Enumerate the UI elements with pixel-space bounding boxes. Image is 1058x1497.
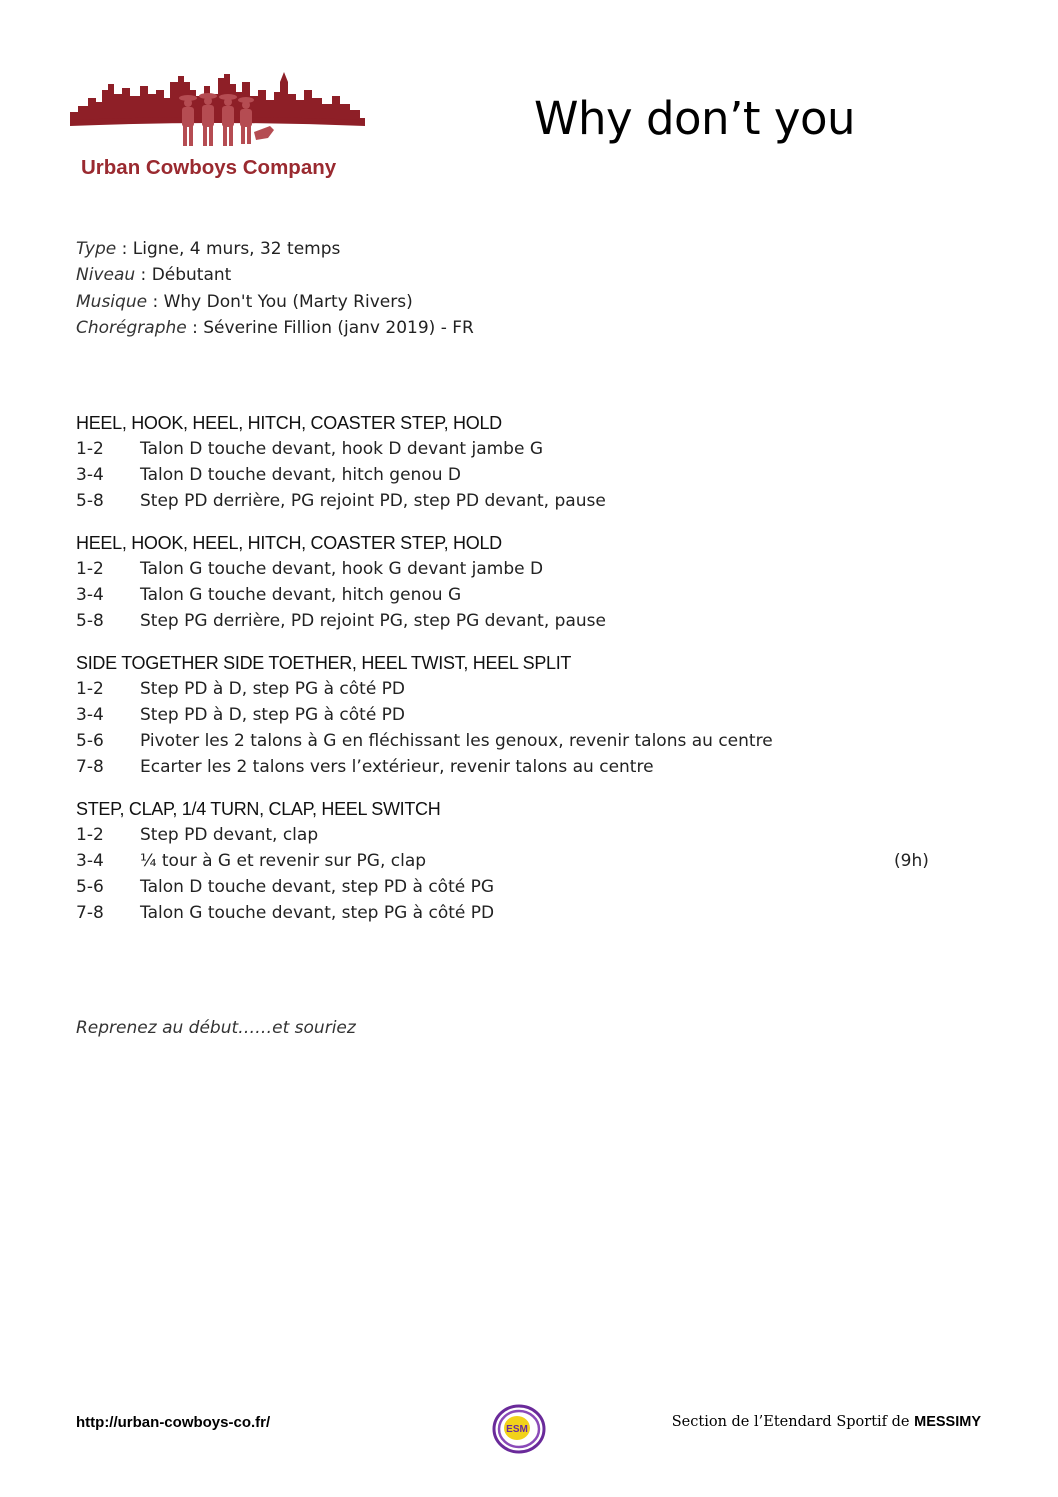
page-title: Why don’t you: [534, 92, 856, 145]
step-row: 1-2 Talon G touche devant, hook G devant jambe D: [76, 559, 544, 579]
section-2: [76, 530, 976, 634]
step-row: 5-8 Step PD derrière, PG rejoint PD, step PD devant, pause: [76, 491, 606, 511]
website-link[interactable]: http://urban-cowboys-co.fr/: [76, 1414, 271, 1431]
info-music: Musique : Why Don't You (Marty Rivers): [76, 291, 413, 312]
step-row: 3-4 Talon G touche devant, hitch genou G: [76, 585, 462, 605]
step-row: 3-4 Step PD à D, step PG à côté PD: [76, 705, 406, 725]
wall-direction: (9h): [894, 851, 929, 871]
dance-info: [76, 236, 474, 341]
step-row: 1-2 Step PD à D, step PG à côté PD: [76, 679, 406, 699]
step-row: 5-8 Step PG derrière, PD rejoint PG, step PG devant, pause: [76, 611, 606, 631]
step-row: 5-6 Pivoter les 2 talons à G en fléchissant les genoux, revenir talons au centre: [76, 731, 773, 751]
step-row: 3-4 ¼ tour à G et revenir sur PG, clap (9h): [76, 848, 976, 874]
section-3: [76, 650, 976, 780]
step-row: 1-2 Step PD devant, clap: [76, 825, 319, 845]
step-row: 7-8 Talon G touche devant, step PG à côté PD: [76, 903, 495, 923]
step-row: 5-6 Talon D touche devant, step PD à côté PG: [76, 877, 495, 897]
section-title: SIDE TOGETHER SIDE TOETHER, HEEL TWIST, HEEL SPLIT: [76, 653, 572, 673]
step-sections: [76, 410, 976, 942]
section-1: [76, 410, 976, 514]
section-title: HEEL, HOOK, HEEL, HITCH, COASTER STEP, HOLD: [76, 533, 502, 553]
company-name: Urban Cowboys Company: [81, 156, 337, 179]
section-4: [76, 796, 976, 926]
closing-note: Reprenez au début……et souriez: [76, 1018, 356, 1038]
section-title: STEP, CLAP, 1/4 TURN, CLAP, HEEL SWITCH: [76, 799, 441, 819]
info-type: Type : Ligne, 4 murs, 32 temps: [76, 239, 341, 259]
section-title: HEEL, HOOK, HEEL, HITCH, COASTER STEP, HOLD: [76, 413, 502, 433]
company-logo: [70, 70, 365, 185]
info-level: Niveau : Débutant: [76, 265, 232, 286]
step-row: 1-2 Talon D touche devant, hook D devant jambe G: [76, 439, 544, 459]
esm-logo-icon: [491, 1403, 547, 1455]
esm-label: ESM: [506, 1424, 528, 1435]
skyline-cowboys-icon: [70, 70, 365, 152]
info-choreographer: Chorégraphe : Séverine Fillion (janv 2019) - FR: [76, 317, 474, 338]
club-section: Section de l’Etendard Sportif de MESSIMY: [671, 1414, 981, 1430]
step-row: 7-8 Ecarter les 2 talons vers l’extérieur, revenir talons au centre: [76, 757, 654, 777]
step-row: 3-4 Talon D touche devant, hitch genou D: [76, 465, 461, 485]
